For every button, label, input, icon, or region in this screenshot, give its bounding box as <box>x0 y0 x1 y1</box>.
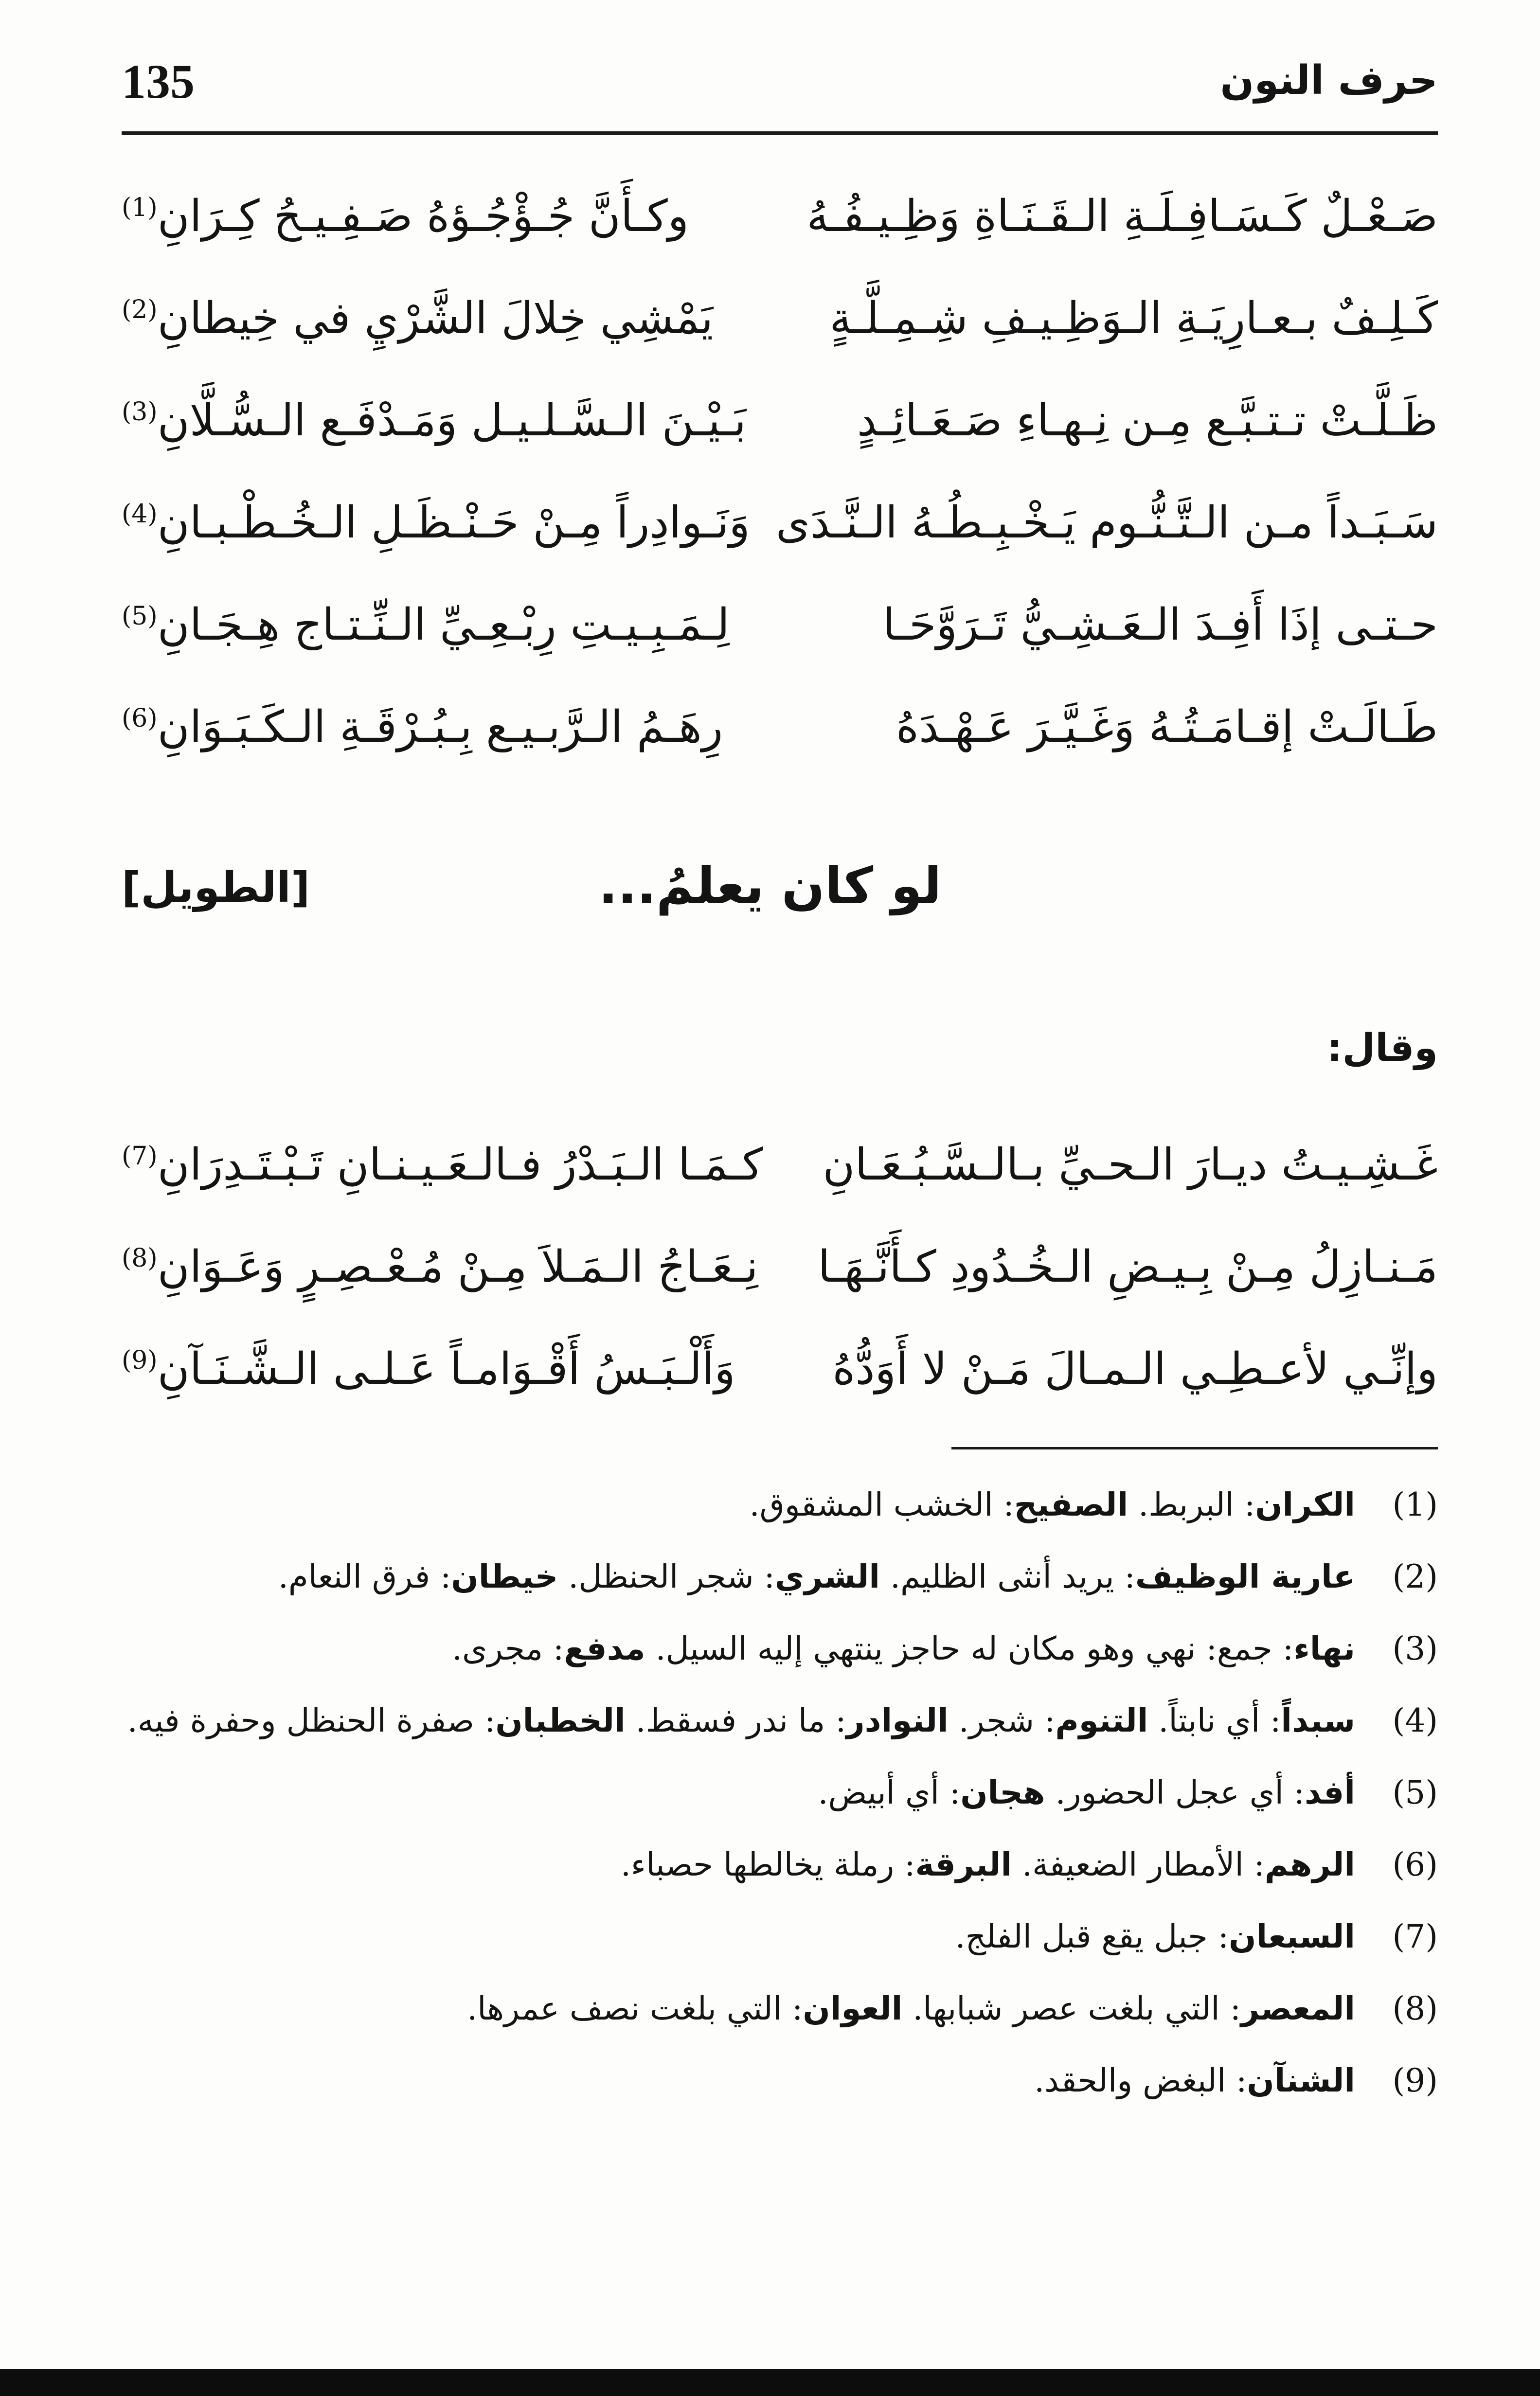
footnote-term: الكران <box>1255 1486 1355 1523</box>
verse-first-hemistich: حـتـى إذَا أَفِـدَ الـعَـشِـيُّ تَـرَوَّحَـا <box>883 599 1438 650</box>
footnote-item <box>122 1829 1438 1901</box>
verse-second-hemistich <box>122 574 730 676</box>
footnote-term: الخطبان <box>495 1702 626 1739</box>
footnote-text: : الأمطار الضعيفة. <box>1012 1846 1265 1883</box>
footnote-text: : ما ندر فسقط. <box>625 1702 846 1739</box>
footnote-number: (7) <box>1392 1918 1438 1955</box>
footnote-text: : التي بلغت عصر شبابها. <box>902 1990 1241 2027</box>
verse-first-hemistich: مَـنـازِلُ مِـنْ بِـيـضِ الـخُـدُودِ كـأَنَّـهَـا <box>818 1241 1438 1292</box>
footnote-term: العوان <box>803 1990 903 2027</box>
footnote-text: : الخشب المشقوق. <box>749 1486 1014 1523</box>
footnote-term: نهاء <box>1293 1630 1355 1667</box>
verse-first-hemistich: غَـشِـيـتُ ديـارَ الـحـيِّ بـالـسَّـبُـعَـانِ <box>823 1139 1438 1190</box>
footnote-term: هجان <box>960 1774 1045 1811</box>
footnote-term: أفد <box>1305 1774 1355 1811</box>
footnotes <box>122 1469 1438 2117</box>
footnote-text: : مجرى. <box>452 1630 564 1667</box>
footnote-item <box>122 1901 1438 1973</box>
verse-second-hemistich <box>122 1318 735 1420</box>
footnote-term: السبعان <box>1229 1918 1355 1955</box>
footnote-marker: (1) <box>122 193 158 222</box>
footnote-marker: (6) <box>122 704 158 733</box>
footnote-item <box>122 1757 1438 1829</box>
footnote-term: البرقة <box>915 1846 1012 1883</box>
verse-line <box>122 1216 1438 1318</box>
footnote-marker: (2) <box>122 295 158 324</box>
footnote-text: : التي بلغت نصف عمرها. <box>467 1990 803 2027</box>
footnote-text: : فرق النعام. <box>278 1558 451 1595</box>
footnote-number: (9) <box>1392 2062 1438 2099</box>
verse-second-hemistich <box>122 1216 758 1318</box>
footnote-divider <box>951 1447 1438 1449</box>
footnote-term: خيطان <box>451 1558 558 1595</box>
footnote-item <box>122 1613 1438 1685</box>
verse-second-hemistich <box>122 676 723 778</box>
verse-second-hemistich-text: بَـيْـنَ الـسَّـلـيـل وَمَـدْفَـع الـسُّـلَّانِ <box>157 395 747 446</box>
verse-second-hemistich-text: يَمْشِي خِلالَ الشَّرْيِ في خِيطانِ <box>157 293 714 344</box>
verse-second-hemistich-text: وَأَلْـبَـسُ أَقْـوَامـاً عَـلـى الـشَّـنَـآنِ <box>157 1343 735 1395</box>
verse-line <box>122 268 1438 370</box>
verse-second-hemistich <box>122 165 689 268</box>
footnote-item <box>122 1541 1438 1613</box>
footnote-term: النوادر <box>846 1702 949 1739</box>
footnote-marker: (3) <box>122 397 158 427</box>
verse-line <box>122 370 1438 472</box>
verse-first-hemistich: كَـلِـفٌ بـعـارِيَـةِ الـوَظِـيـفِ شِـمِـلَّـةٍ <box>829 293 1438 344</box>
footnote-text: : جمع: نهي وهو مكان له حاجز ينتهي إليه السيل. <box>645 1630 1294 1667</box>
footnote-marker: (4) <box>122 500 158 529</box>
verse-second-hemistich-text: كـمَـا الـبَـدْرُ فـالـعَـيـنـانِ تَـبْـتَـدِرَانِ <box>157 1139 763 1190</box>
page-number: 135 <box>122 54 195 108</box>
footnote-item <box>122 2045 1438 2117</box>
footnote-text: : صفرة الحنظل وحفرة فيه. <box>127 1702 496 1739</box>
page-header <box>122 49 1438 135</box>
footnote-text: : البربط. <box>1128 1486 1255 1523</box>
footnote-text: : رملة يخالطها حصباء. <box>620 1846 915 1883</box>
verse-second-hemistich <box>122 472 750 574</box>
footnote-number: (5) <box>1392 1774 1438 1811</box>
poem-title: لو كان يعلمُ... <box>598 856 942 915</box>
verse-second-hemistich <box>122 268 713 370</box>
verse-first-hemistich: ظَـلَّـتْ تـتـبَّـع مِـن نِـهـاءِ صَـعَـائِـدٍ <box>857 395 1438 446</box>
verses-top <box>122 165 1438 778</box>
footnote-number: (2) <box>1392 1558 1438 1595</box>
footnote-term: الصفيح <box>1014 1486 1128 1523</box>
verse-second-hemistich-text: وكـأَنَّ جُـؤْجُـؤهُ صَـفِـيـحُ كِـرَانِ <box>157 191 689 242</box>
footnote-term: الرهم <box>1265 1846 1355 1883</box>
footnote-marker: (5) <box>122 602 158 631</box>
verse-line <box>122 676 1438 778</box>
verse-line <box>122 1114 1438 1216</box>
running-title: حرف النون <box>1220 57 1438 104</box>
footnote-term: التنوم <box>1055 1702 1148 1739</box>
verse-first-hemistich: صَـعْـلٌ كَـسَـافِـلَـةِ الـقَـنَـاةِ وَظِـيـفُـهُ <box>806 191 1438 242</box>
verse-line <box>122 472 1438 574</box>
footnote-number: (4) <box>1392 1702 1438 1739</box>
footnote-number: (3) <box>1392 1630 1438 1667</box>
verse-second-hemistich <box>122 1114 763 1216</box>
verse-line <box>122 1318 1438 1420</box>
footnote-text: : جبل يقع قبل الفلج. <box>955 1918 1229 1955</box>
footnote-term: المعصر <box>1241 1990 1355 2027</box>
footnote-term: الشنآن <box>1247 2062 1355 2099</box>
footnote-marker: (8) <box>122 1244 158 1273</box>
verse-second-hemistich <box>122 370 746 472</box>
verse-second-hemistich-text: نِـعَـاجُ الـمَـلاَ مِـنْ مُـعْـصِـرٍ وَعَـوَانِ <box>157 1241 758 1292</box>
scan-edge-bar <box>0 2369 1540 2396</box>
footnote-text: : أي أبيض. <box>818 1774 961 1811</box>
verse-second-hemistich-text: رِهَـمُ الـرَّبـيـع بِـبُـرْقَـةِ الـكَـبَـوَانِ <box>157 701 723 752</box>
verse-second-hemistich-text: لِـمَـبِـيـتِ رِبْـعِـيِّ الـنِّـتـاج هِـجَـانِ <box>157 599 730 650</box>
footnote-text: : يريد أنثى الظليم. <box>880 1558 1135 1595</box>
footnote-text: : شجر الحنظل. <box>558 1558 775 1595</box>
footnote-item <box>122 1973 1438 2045</box>
footnote-term: سبداً <box>1281 1702 1355 1739</box>
footnote-text: : شجر. <box>948 1702 1056 1739</box>
poem-meter: [الطويل] <box>122 863 310 912</box>
verse-first-hemistich: سَـبَـداً مـن الـتَّـنُّـوم يَـخْـبِـطُـهُ الـنَّـدَى <box>776 497 1438 548</box>
footnote-number: (6) <box>1392 1846 1438 1883</box>
footnote-term: مدفع <box>564 1630 645 1667</box>
poem-intro: وقال: <box>1327 1026 1438 1070</box>
verses-bottom <box>122 1114 1438 1420</box>
footnote-term: الشري <box>774 1558 880 1595</box>
footnote-text: : البغض والحقد. <box>1034 2062 1247 2099</box>
footnote-number: (1) <box>1392 1486 1438 1523</box>
footnote-number: (8) <box>1392 1990 1438 2027</box>
footnote-marker: (9) <box>122 1346 158 1375</box>
verse-first-hemistich: وإنِّـي لأعـطِـي الـمـالَ مَـنْ لا أَوَدُّهُ <box>832 1343 1438 1395</box>
verse-second-hemistich-text: وَنَـوادِراً مِـنْ حَـنْـظَـلِ الـخُـطْـبـانِ <box>157 497 750 548</box>
footnote-text: : أي عجل الحضور. <box>1045 1774 1305 1811</box>
verse-line <box>122 574 1438 676</box>
footnote-item <box>122 1685 1438 1757</box>
footnote-marker: (7) <box>122 1142 158 1171</box>
verse-line <box>122 165 1438 268</box>
footnote-item <box>122 1469 1438 1541</box>
footnote-term: عارية الوظيف <box>1135 1558 1355 1595</box>
footnote-text: : أي نابتاً. <box>1148 1702 1281 1739</box>
verse-first-hemistich: طَـالَـتْ إقـامَـتُـهُ وَغَـيَّـرَ عَـهْـدَهُ <box>896 701 1438 752</box>
